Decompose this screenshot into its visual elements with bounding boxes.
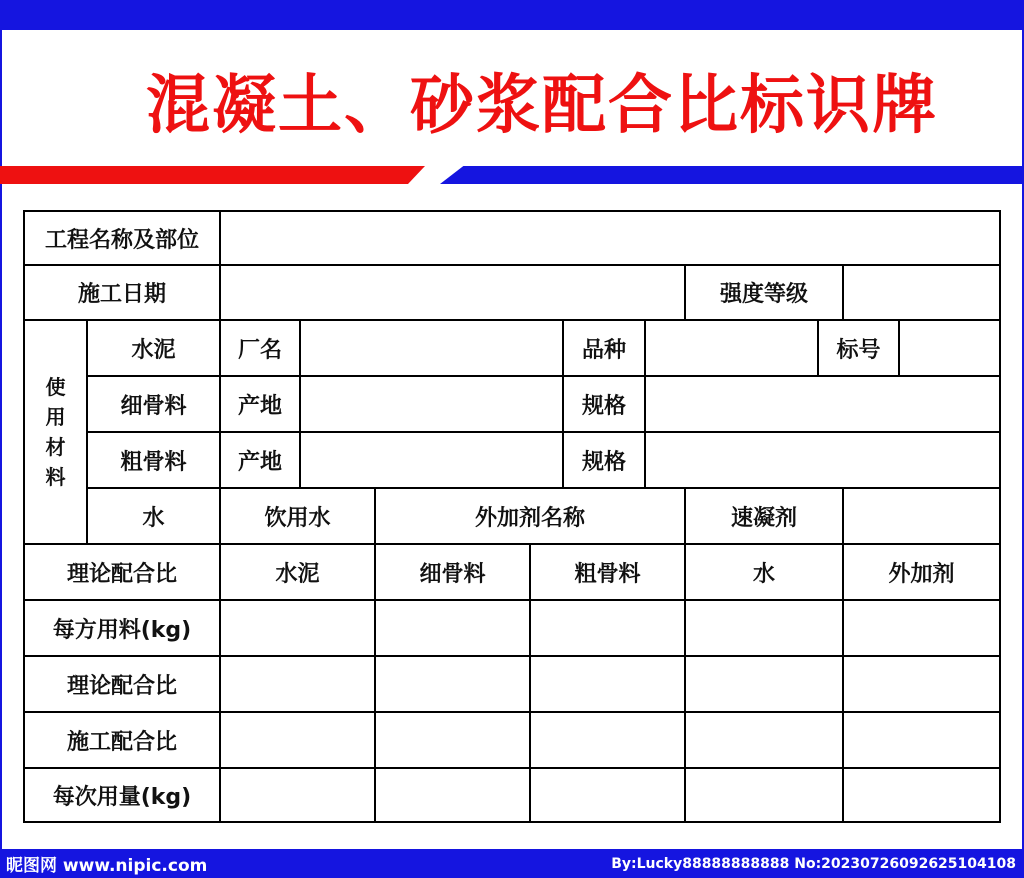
label-materials-char-4: 料 — [45, 465, 66, 489]
col-header-cement: 水泥 — [275, 561, 320, 587]
col-header-coarse-aggregate: 粗骨料 — [574, 561, 641, 587]
label-date: 施工日期 — [77, 282, 166, 307]
field-project[interactable] — [220, 211, 1000, 265]
field-grade-no[interactable] — [899, 320, 1000, 376]
field-origin-coarse[interactable] — [300, 432, 563, 488]
label-accelerator: 速凝剂 — [730, 505, 797, 531]
field-strength[interactable] — [843, 265, 1000, 320]
field-spec-fine[interactable] — [645, 376, 1000, 432]
label-water: 水 — [142, 505, 165, 531]
label-materials-char-3: 材 — [45, 435, 66, 459]
label-spec-fine: 规格 — [581, 393, 626, 419]
label-strength: 强度等级 — [719, 282, 808, 307]
label-coarse-aggregate: 粗骨料 — [120, 449, 187, 475]
field-accelerator[interactable] — [843, 488, 1000, 544]
watermark-author-id: By:Lucky88888888888 No:20230726092625104108 — [611, 855, 1016, 872]
field-origin-fine[interactable] — [300, 376, 563, 432]
field-factory[interactable] — [300, 320, 563, 376]
label-origin-coarse: 产地 — [237, 449, 282, 475]
field-spec-coarse[interactable] — [645, 432, 1000, 488]
watermark-site: 昵图网 www.nipic.com — [6, 856, 208, 876]
row-label-per-cubic: 每方用料(kg) — [52, 617, 192, 643]
col-header-water: 水 — [752, 561, 775, 587]
label-project: 工程名称及部位 — [44, 227, 199, 253]
label-cement: 水泥 — [131, 337, 176, 363]
label-spec-coarse: 规格 — [581, 449, 626, 475]
col-header-fine-aggregate: 细骨料 — [419, 561, 486, 587]
label-factory: 厂名 — [237, 337, 282, 363]
row-label-per-batch: 每次用量(kg) — [52, 784, 192, 810]
board-title: 混凝土、砂浆配合比标识牌 — [146, 69, 938, 143]
label-admixture-name: 外加剂名称 — [474, 505, 585, 531]
label-materials-char-2: 用 — [45, 405, 66, 429]
label-materials-group — [24, 320, 87, 544]
label-fine-aggregate: 细骨料 — [120, 393, 187, 419]
field-date[interactable] — [220, 265, 685, 320]
label-theory-ratio-header: 理论配合比 — [66, 561, 177, 587]
field-variety[interactable] — [645, 320, 818, 376]
label-variety: 品种 — [581, 337, 626, 363]
label-origin-fine: 产地 — [237, 393, 282, 419]
label-drinking-water: 饮用水 — [264, 505, 331, 531]
label-materials-char-1: 使 — [45, 375, 66, 399]
label-grade-no: 标号 — [836, 337, 881, 363]
col-header-admixture: 外加剂 — [888, 561, 955, 587]
row-label-theory-ratio: 理论配合比 — [66, 673, 177, 699]
row-label-construction-ratio: 施工配合比 — [66, 729, 177, 755]
